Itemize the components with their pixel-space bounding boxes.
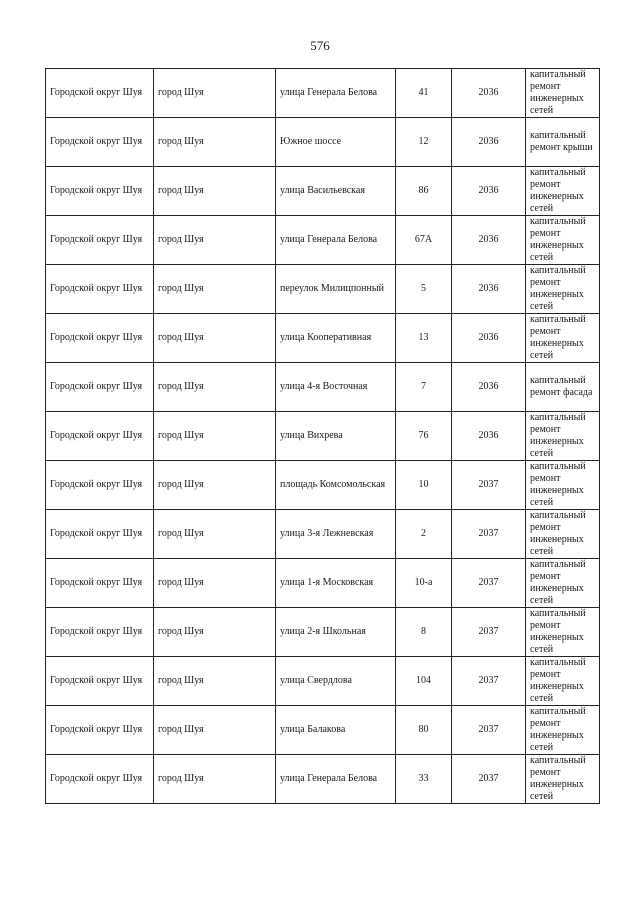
district-cell: Городской округ Шуя xyxy=(46,216,154,265)
street-cell: улица 4-я Восточная xyxy=(276,363,396,412)
table-row xyxy=(46,559,600,608)
city-cell: город Шуя xyxy=(154,510,276,559)
district-cell: Городской округ Шуя xyxy=(46,755,154,804)
city-cell: город Шуя xyxy=(154,265,276,314)
street-cell: улица Свердлова xyxy=(276,657,396,706)
work-type-cell: капитальный ремонт инженерных сетей xyxy=(526,608,600,657)
year-cell: 2037 xyxy=(452,559,526,608)
table-row xyxy=(46,755,600,804)
house-number-cell: 76 xyxy=(396,412,452,461)
street-cell: улица 1-я Московская xyxy=(276,559,396,608)
house-number-cell: 7 xyxy=(396,363,452,412)
table-row xyxy=(46,706,600,755)
year-cell: 2036 xyxy=(452,216,526,265)
table-row xyxy=(46,118,600,167)
street-cell: улица Генерала Белова xyxy=(276,69,396,118)
street-cell: Южное шоссе xyxy=(276,118,396,167)
street-cell: улица Генерала Белова xyxy=(276,755,396,804)
work-type-cell: капитальный ремонт инженерных сетей xyxy=(526,167,600,216)
district-cell: Городской округ Шуя xyxy=(46,118,154,167)
table-row xyxy=(46,608,600,657)
city-cell: город Шуя xyxy=(154,461,276,510)
city-cell: город Шуя xyxy=(154,657,276,706)
street-cell: улица Генерала Белова xyxy=(276,216,396,265)
house-number-cell: 10 xyxy=(396,461,452,510)
street-cell: улица Балакова xyxy=(276,706,396,755)
repair-schedule-table xyxy=(45,68,600,804)
street-cell: улица Кооперативная xyxy=(276,314,396,363)
house-number-cell: 12 xyxy=(396,118,452,167)
house-number-cell: 104 xyxy=(396,657,452,706)
house-number-cell: 67А xyxy=(396,216,452,265)
work-type-cell: капитальный ремонт крыши xyxy=(526,118,600,167)
street-cell: улица Васильевская xyxy=(276,167,396,216)
work-type-cell: капитальный ремонт инженерных сетей xyxy=(526,265,600,314)
work-type-cell: капитальный ремонт инженерных сетей xyxy=(526,559,600,608)
table-row xyxy=(46,461,600,510)
street-cell: улица Вихрева xyxy=(276,412,396,461)
work-type-cell: капитальный ремонт инженерных сетей xyxy=(526,216,600,265)
work-type-cell: капитальный ремонт фасада xyxy=(526,363,600,412)
district-cell: Городской округ Шуя xyxy=(46,510,154,559)
work-type-cell: капитальный ремонт инженерных сетей xyxy=(526,69,600,118)
house-number-cell: 80 xyxy=(396,706,452,755)
district-cell: Городской округ Шуя xyxy=(46,461,154,510)
work-type-cell: капитальный ремонт инженерных сетей xyxy=(526,657,600,706)
table-row xyxy=(46,314,600,363)
street-cell: площадь Комсомольская xyxy=(276,461,396,510)
year-cell: 2036 xyxy=(452,167,526,216)
work-type-cell: капитальный ремонт инженерных сетей xyxy=(526,706,600,755)
work-type-cell: капитальный ремонт инженерных сетей xyxy=(526,412,600,461)
work-type-cell: капитальный ремонт инженерных сетей xyxy=(526,755,600,804)
table-row xyxy=(46,363,600,412)
work-type-cell: капитальный ремонт инженерных сетей xyxy=(526,510,600,559)
street-cell: переулок Милицпонный xyxy=(276,265,396,314)
year-cell: 2036 xyxy=(452,69,526,118)
table-row xyxy=(46,265,600,314)
year-cell: 2036 xyxy=(452,363,526,412)
district-cell: Городской округ Шуя xyxy=(46,412,154,461)
city-cell: город Шуя xyxy=(154,216,276,265)
street-cell: улица 2-я Школьная xyxy=(276,608,396,657)
city-cell: город Шуя xyxy=(154,412,276,461)
city-cell: город Шуя xyxy=(154,167,276,216)
district-cell: Городской округ Шуя xyxy=(46,314,154,363)
city-cell: город Шуя xyxy=(154,559,276,608)
house-number-cell: 13 xyxy=(396,314,452,363)
district-cell: Городской округ Шуя xyxy=(46,69,154,118)
work-type-cell: капитальный ремонт инженерных сетей xyxy=(526,314,600,363)
year-cell: 2037 xyxy=(452,706,526,755)
city-cell: город Шуя xyxy=(154,363,276,412)
city-cell: город Шуя xyxy=(154,755,276,804)
table-row xyxy=(46,510,600,559)
district-cell: Городской округ Шуя xyxy=(46,363,154,412)
district-cell: Городской округ Шуя xyxy=(46,265,154,314)
house-number-cell: 41 xyxy=(396,69,452,118)
house-number-cell: 10-а xyxy=(396,559,452,608)
table-row xyxy=(46,657,600,706)
page-number: 576 xyxy=(310,38,330,53)
house-number-cell: 8 xyxy=(396,608,452,657)
year-cell: 2037 xyxy=(452,755,526,804)
table-row xyxy=(46,412,600,461)
district-cell: Городской округ Шуя xyxy=(46,706,154,755)
table-body xyxy=(46,69,600,804)
year-cell: 2037 xyxy=(452,608,526,657)
district-cell: Городской округ Шуя xyxy=(46,559,154,608)
city-cell: город Шуя xyxy=(154,314,276,363)
city-cell: город Шуя xyxy=(154,118,276,167)
district-cell: Городской округ Шуя xyxy=(46,167,154,216)
table-row xyxy=(46,167,600,216)
house-number-cell: 33 xyxy=(396,755,452,804)
city-cell: город Шуя xyxy=(154,706,276,755)
year-cell: 2036 xyxy=(452,314,526,363)
street-cell: улица 3-я Лежневская xyxy=(276,510,396,559)
district-cell: Городской округ Шуя xyxy=(46,608,154,657)
year-cell: 2037 xyxy=(452,461,526,510)
table-row xyxy=(46,216,600,265)
district-cell: Городской округ Шуя xyxy=(46,657,154,706)
year-cell: 2036 xyxy=(452,118,526,167)
year-cell: 2036 xyxy=(452,265,526,314)
house-number-cell: 2 xyxy=(396,510,452,559)
work-type-cell: капитальный ремонт инженерных сетей xyxy=(526,461,600,510)
house-number-cell: 86 xyxy=(396,167,452,216)
city-cell: город Шуя xyxy=(154,608,276,657)
city-cell: город Шуя xyxy=(154,69,276,118)
year-cell: 2037 xyxy=(452,657,526,706)
house-number-cell: 5 xyxy=(396,265,452,314)
table-row xyxy=(46,69,600,118)
year-cell: 2037 xyxy=(452,510,526,559)
year-cell: 2036 xyxy=(452,412,526,461)
